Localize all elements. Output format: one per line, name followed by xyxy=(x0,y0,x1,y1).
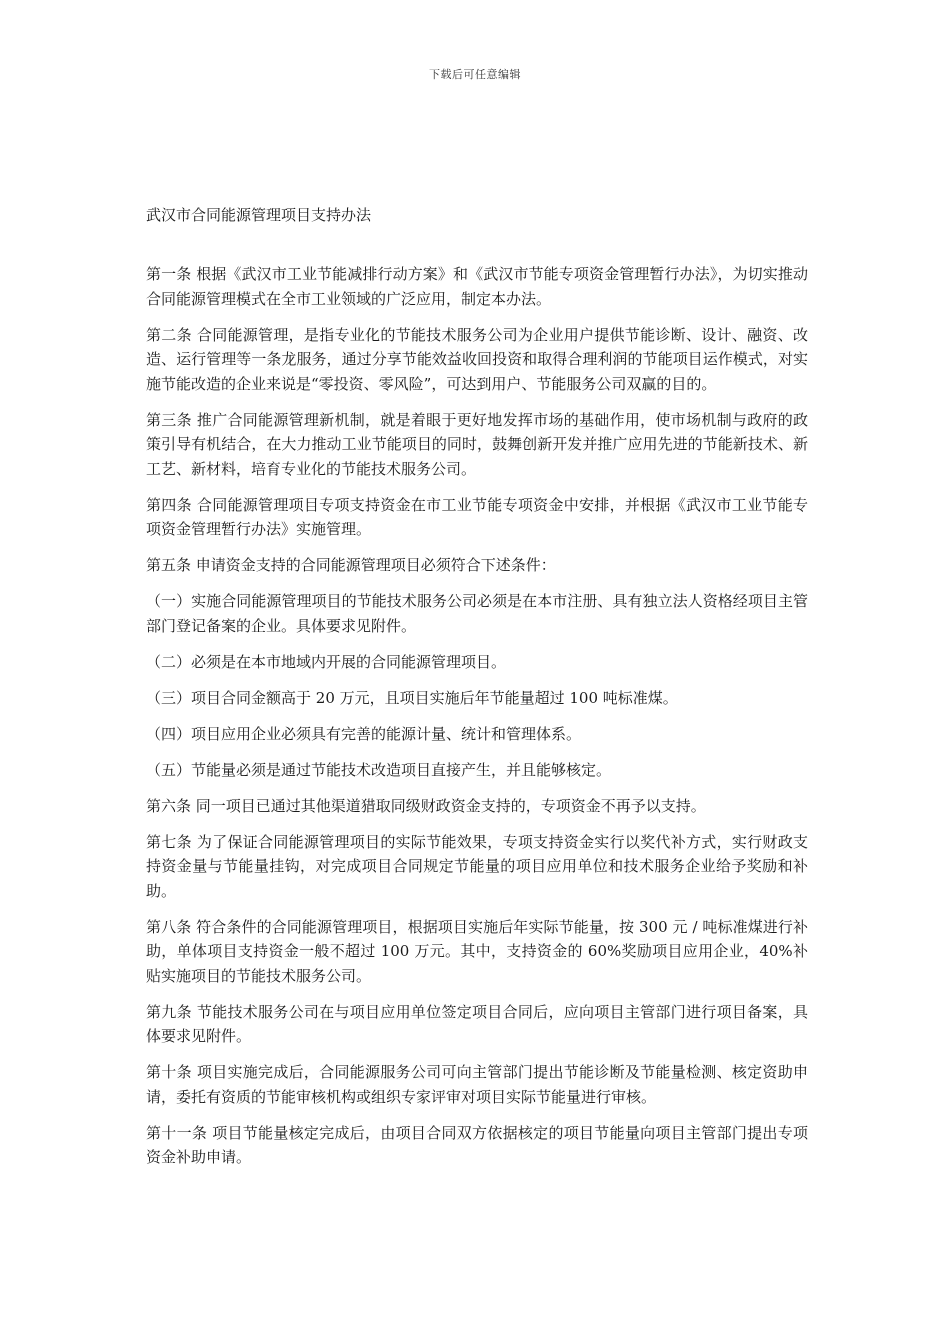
document-body xyxy=(146,262,808,1181)
article-9: 第九条 节能技术服务公司在与项目应用单位签定项目合同后，应向项目主管部门进行项目备案，具体要求见附件。 xyxy=(146,1002,808,1045)
article-4: 第四条 合同能源管理项目专项支持资金在市工业节能专项资金中安排，并根据《武汉市工业节能专项资金管理暂行办法》实施管理。 xyxy=(146,495,808,538)
condition-1: （一）实施合同能源管理项目的节能技术服务公司必须是在本市注册、具有独立法人资格经项目主管部门登记备案的企业。具体要求见附件。 xyxy=(146,592,808,635)
article-7: 第七条 为了保证合同能源管理项目的实际节能效果，专项支持资金实行以奖代补方式，实行财政支持资金量与节能量挂钩，对完成项目合同规定节能量的项目应用单位和技术服务企业给予奖励和补助。 xyxy=(146,832,808,900)
article-6: 第六条 同一项目已通过其他渠道猎取同级财政资金支持的，专项资金不再予以支持。 xyxy=(146,796,706,815)
condition-2: （二）必须是在本市地域内开展的合同能源管理项目。 xyxy=(146,652,507,671)
article-11: 第十一条 项目节能量核定完成后，由项目合同双方依据核定的项目节能量向项目主管部门提出专项资金补助申请。 xyxy=(146,1123,808,1166)
condition-5: （五）节能量必须是通过节能技术改造项目直接产生，并且能够核定。 xyxy=(146,760,612,779)
article-2: 第二条 合同能源管理，是指专业化的节能技术服务公司为企业用户提供节能诊断、设计、融资、改造、运行管理等一条龙服务，通过分享节能效益收回投资和取得合理利润的节能项目运作模式，对实施节能改造的企业来说是“零投资、零风险”，可达到用户、节能服务公司双赢的目的。 xyxy=(146,325,808,393)
article-10: 第十条 项目实施完成后，合同能源服务公司可向主管部门提出节能诊断及节能量检测、核定资助申请，委托有资质的节能审核机构或组织专家评审对项目实际节能量进行审核。 xyxy=(146,1063,808,1106)
article-3: 第三条 推广合同能源管理新机制，就是着眼于更好地发挥市场的基础作用，使市场机制与政府的政策引导有机结合，在大力推动工业节能项目的同时，鼓舞创新开发并推广应用先进的节能新技术、新工艺、新材料，培育专业化的节能技术服务公司。 xyxy=(146,410,808,478)
article-8: 第八条 符合条件的合同能源管理项目，根据项目实施后年实际节能量，按 300 元 / 吨标准煤进行补助，单体项目支持资金一般不超过 100 万元。其中，支持资金的 60%奖励项目应用企业，40%补贴实施项目的节能技术服务公司。 xyxy=(146,917,808,985)
condition-3: （三）项目合同金额高于 20 万元，且项目实施后年节能量超过 100 吨标准煤。 xyxy=(146,688,678,707)
condition-4: （四）项目应用企业必须具有完善的能源计量、统计和管理体系。 xyxy=(146,724,582,743)
download-note: 下载后可任意编辑 xyxy=(429,68,521,81)
document-title: 武汉市合同能源管理项目支持办法 xyxy=(146,206,372,224)
article-5: 第五条 申请资金支持的合同能源管理项目必须符合下述条件： xyxy=(146,556,556,574)
article-1: 第一条 根据《武汉市工业节能减排行动方案》和《武汉市节能专项资金管理暂行办法》，为切实推动合同能源管理模式在全市工业领域的广泛应用，制定本办法。 xyxy=(146,265,808,308)
